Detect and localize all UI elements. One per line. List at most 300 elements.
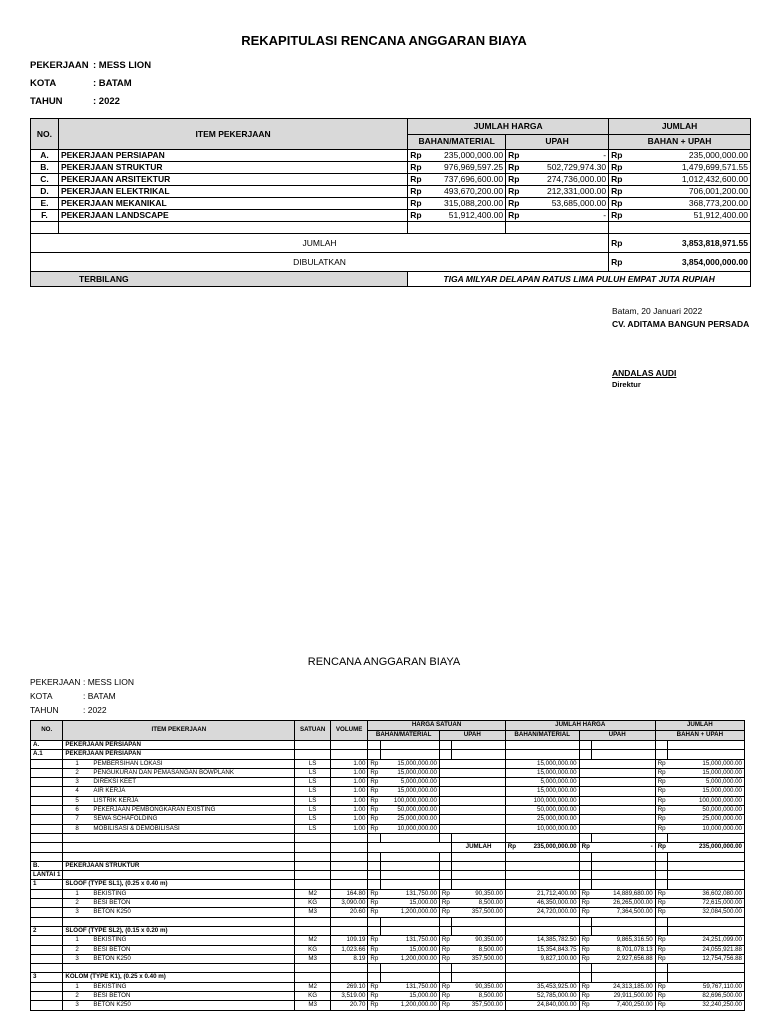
jumlah-label: JUMLAH: [31, 234, 609, 253]
empty-cell: [668, 880, 745, 889]
row-satuan: LS: [295, 796, 331, 805]
row-volume: 1.00: [330, 759, 367, 768]
row-item: PEKERJAAN LANDSCAPE: [58, 210, 407, 222]
row-total: 32,084,500.00: [668, 908, 745, 917]
row-harga-upah: 357,500.00: [452, 1001, 505, 1010]
empty-cell: [592, 750, 655, 759]
row-rp: [579, 796, 592, 805]
empty-cell: [368, 973, 380, 982]
empty-cell: [668, 926, 745, 935]
meta-value: : BATAM: [83, 691, 116, 701]
row-total: 50,000,000.00: [668, 806, 745, 815]
total-bahan: [505, 843, 579, 852]
row-total: 25,000,000.00: [668, 815, 745, 824]
empty-cell: [330, 917, 367, 926]
row-rp: Rp: [655, 815, 668, 824]
row-rp: Rp: [368, 908, 380, 917]
empty-cell: [330, 926, 367, 935]
empty-cell: [330, 973, 367, 982]
row-sub-no: 1: [75, 982, 79, 990]
row-no: [31, 768, 63, 777]
empty-cell: [579, 917, 592, 926]
row-total: 15,000,000.00: [668, 759, 745, 768]
empty-cell: [668, 833, 745, 842]
empty-cell: [295, 852, 331, 861]
row-rp: Rp: [506, 186, 524, 198]
row-item: [63, 815, 295, 824]
row-harga-upah: 90,350.00: [452, 936, 505, 945]
row-rp: Rp: [439, 982, 451, 991]
empty-cell: [452, 871, 505, 880]
empty-cell: [380, 852, 439, 861]
meta-label: KOTA: [30, 78, 57, 89]
empty-cell: [439, 741, 451, 750]
row-jumlah-upah: [592, 778, 655, 787]
row-satuan: M3: [295, 1001, 331, 1010]
row-bahan: 737,696,600.00: [426, 174, 506, 186]
row-rp: [579, 759, 592, 768]
row-total: 32,240,250.00: [668, 1001, 745, 1010]
row-no: [31, 908, 63, 917]
row-jumlah: 1,479,699,571.55: [627, 162, 751, 174]
table-row: [31, 150, 751, 162]
row-rp: Rp: [609, 198, 627, 210]
total-upah: -: [592, 843, 655, 852]
empty-cell: [668, 871, 745, 880]
row-rp: Rp: [655, 982, 668, 991]
row-harga-upah: [452, 787, 505, 796]
row-jumlah-bahan: 25,000,000.00: [505, 815, 579, 824]
total-row: [31, 843, 745, 852]
empty-cell: [655, 926, 668, 935]
total-rp: Rp: [507, 843, 517, 851]
row-no: [31, 806, 63, 815]
row-item-text: AIR KERJA: [93, 787, 126, 795]
sig-position: Direktur: [612, 380, 641, 389]
empty-cell: [592, 973, 655, 982]
row-rp: [439, 806, 451, 815]
row-item: [63, 992, 295, 1001]
row-item: [63, 824, 295, 833]
empty-cell: [380, 741, 439, 750]
row-rp: [439, 768, 451, 777]
empty-cell: [655, 917, 668, 926]
row-volume: 20.70: [330, 1001, 367, 1010]
row-rp: Rp: [439, 945, 451, 954]
row-jumlah-upah: [592, 796, 655, 805]
row-volume: 1.00: [330, 815, 367, 824]
row-volume: 3,090.00: [330, 899, 367, 908]
dibulatkan-rp: Rp: [609, 253, 627, 272]
empty-cell: [505, 917, 579, 926]
rekap-table: [30, 118, 751, 287]
empty-cell: [655, 741, 668, 750]
row-satuan: KG: [295, 992, 331, 1001]
empty-cell: [368, 871, 380, 880]
col-jumlah-harga: JUMLAH HARGA: [505, 721, 655, 731]
col-item: ITEM PEKERJAAN: [58, 119, 407, 150]
empty-cell: [439, 917, 451, 926]
row-rp: Rp: [439, 908, 451, 917]
row-harga-bahan: 1,200,000.00: [380, 908, 439, 917]
empty-cell: [380, 880, 439, 889]
row-harga-bahan: 15,000,000.00: [380, 768, 439, 777]
empty-cell: [579, 833, 592, 842]
row-rp: Rp: [609, 162, 627, 174]
row-total: 5,000,000.00: [668, 778, 745, 787]
rab-meta-tahun: [30, 705, 107, 715]
empty-cell: [380, 871, 439, 880]
spacer-cell: [408, 222, 506, 234]
row-jumlah-upah: 7,364,500.00: [592, 908, 655, 917]
empty-cell: [439, 973, 451, 982]
row-rp: [579, 824, 592, 833]
row-harga-upah: 357,500.00: [452, 908, 505, 917]
row-jumlah-bahan: 46,350,000.00: [505, 899, 579, 908]
row-satuan: KG: [295, 945, 331, 954]
row-harga-upah: 90,350.00: [452, 982, 505, 991]
row-harga-bahan: 131,750.00: [380, 936, 439, 945]
row-satuan: LS: [295, 759, 331, 768]
row-no: 2: [31, 926, 63, 935]
row-jumlah: 1,012,432,600.00: [627, 174, 751, 186]
section-row: [31, 741, 745, 750]
empty-cell: [380, 750, 439, 759]
row-harga-bahan: 5,000,000.00: [380, 778, 439, 787]
row-jumlah-bahan: 24,840,000.00: [505, 1001, 579, 1010]
row-item: [63, 908, 295, 917]
row-item-text: BESI BETON: [93, 899, 131, 907]
empty-cell: [368, 880, 380, 889]
row-rp: Rp: [368, 899, 380, 908]
row-harga-bahan: 1,200,000.00: [380, 1001, 439, 1010]
row-jumlah-upah: [592, 759, 655, 768]
row-rp: Rp: [655, 954, 668, 963]
row-harga-upah: [452, 824, 505, 833]
empty-cell: [295, 871, 331, 880]
col-bahan: BAHAN/MATERIAL: [505, 731, 579, 741]
empty-cell: [380, 917, 439, 926]
table-row: [31, 954, 745, 963]
empty-cell: [295, 833, 331, 842]
empty-cell: [592, 880, 655, 889]
row-jumlah: 235,000,000.00: [627, 150, 751, 162]
row-volume: 3,519.00: [330, 992, 367, 1001]
empty-cell: [31, 852, 63, 861]
row-sub-no: 3: [75, 954, 79, 962]
row-upah: 274,736,000.00: [524, 174, 609, 186]
empty-cell: [505, 926, 579, 935]
table-row: [31, 210, 751, 222]
dibulatkan-value: 3,854,000,000.00: [627, 253, 751, 272]
row-rp: Rp: [655, 899, 668, 908]
row-harga-upah: [452, 778, 505, 787]
row-item: [63, 778, 295, 787]
row-item: [63, 936, 295, 945]
row-bahan: 51,912,400.00: [426, 210, 506, 222]
row-rp: Rp: [439, 889, 451, 898]
row-item-text: BETON K250: [93, 1001, 131, 1009]
row-item: PEKERJAAN PERSIAPAN: [58, 150, 407, 162]
row-no: [31, 796, 63, 805]
empty-cell: [330, 843, 367, 852]
section-row: [31, 973, 745, 982]
row-bahan: 235,000,000.00: [426, 150, 506, 162]
row-rp: Rp: [655, 796, 668, 805]
row-total: 15,000,000.00: [668, 787, 745, 796]
row-volume: 8.19: [330, 954, 367, 963]
spacer-cell: [58, 222, 407, 234]
row-no: [31, 787, 63, 796]
row-rp: [439, 778, 451, 787]
row-satuan: LS: [295, 768, 331, 777]
row-rp: [579, 778, 592, 787]
row-rp: Rp: [368, 982, 380, 991]
row-rp: Rp: [408, 174, 426, 186]
row-total: 72,615,000.00: [668, 899, 745, 908]
row-rp: Rp: [655, 889, 668, 898]
row-volume: 1.00: [330, 778, 367, 787]
row-rp: Rp: [368, 992, 380, 1001]
row-rp: Rp: [655, 936, 668, 945]
empty-cell: [295, 843, 331, 852]
empty-cell: [505, 871, 579, 880]
row-item: PEKERJAAN PERSIAPAN: [63, 750, 295, 759]
row-item: PEKERJAAN ARSITEKTUR: [58, 174, 407, 186]
empty-cell: [452, 964, 505, 973]
empty-cell: [63, 917, 295, 926]
row-item: SLOOF (TYPE SL2), (0.15 x 0.20 m): [63, 926, 295, 935]
row-jumlah-bahan: 15,000,000.00: [505, 768, 579, 777]
row-satuan: LS: [295, 806, 331, 815]
row-jumlah: 368,773,200.00: [627, 198, 751, 210]
row-no: 1: [31, 880, 63, 889]
row-rp: Rp: [579, 889, 592, 898]
row-rp: Rp: [609, 210, 627, 222]
empty-cell: [668, 973, 745, 982]
row-harga-bahan: 10,000,000.00: [380, 824, 439, 833]
dibulatkan-label: DIBULATKAN: [31, 253, 609, 272]
row-jumlah-bahan: 52,785,000.00: [505, 992, 579, 1001]
empty-cell: [63, 964, 295, 973]
empty-cell: [452, 852, 505, 861]
row-volume: 1.00: [330, 806, 367, 815]
row-rp: Rp: [368, 889, 380, 898]
col-jumlah: JUMLAH: [609, 119, 751, 135]
table-row: [31, 787, 745, 796]
terbilang-label: TERBILANG: [31, 272, 408, 287]
row-sub-no: 2: [75, 945, 79, 953]
empty-cell: [439, 852, 451, 861]
row-satuan: LS: [295, 778, 331, 787]
empty-cell: [579, 852, 592, 861]
col-jumlah-harga: JUMLAH HARGA: [408, 119, 609, 135]
row-jumlah-bahan: 50,000,000.00: [505, 806, 579, 815]
row-item: PEKERJAAN PERSIAPAN: [63, 741, 295, 750]
col-upah: UPAH: [579, 731, 655, 741]
row-item: [63, 787, 295, 796]
empty-cell: [452, 750, 505, 759]
jumlah-value: 3,853,818,971.55: [627, 234, 751, 253]
rekap-body: [31, 150, 751, 222]
row-harga-upah: 357,500.00: [452, 954, 505, 963]
table-row: [31, 1001, 745, 1010]
row-jumlah-bahan: 14,385,782.50: [505, 936, 579, 945]
row-rp: [439, 759, 451, 768]
row-rp: [439, 824, 451, 833]
blank-row: [31, 852, 745, 861]
row-rp: Rp: [506, 210, 524, 222]
table-row: [31, 806, 745, 815]
empty-cell: [668, 852, 745, 861]
row-satuan: M2: [295, 889, 331, 898]
row-rp: [439, 787, 451, 796]
empty-cell: [592, 741, 655, 750]
row-rp: Rp: [439, 992, 451, 1001]
row-rp: Rp: [408, 210, 426, 222]
row-no: [31, 824, 63, 833]
section-row: [31, 926, 745, 935]
empty-cell: [295, 973, 331, 982]
table-row: [31, 945, 745, 954]
empty-cell: [505, 741, 579, 750]
empty-cell: [655, 871, 668, 880]
total-rp: Rp: [579, 843, 592, 852]
empty-cell: [592, 871, 655, 880]
row-item-text: MOBILISASI & DEMOBILISASI: [93, 824, 180, 832]
row-satuan: M2: [295, 936, 331, 945]
table-row: [31, 982, 745, 991]
row-rp: Rp: [655, 945, 668, 954]
row-volume: 1.00: [330, 768, 367, 777]
empty-cell: [505, 750, 579, 759]
table-row: [31, 796, 745, 805]
row-item: KOLOM (TYPE K1), (0.25 x 0.40 m): [63, 973, 295, 982]
row-item-text: BEKISTING: [93, 889, 127, 897]
row-total: 59,767,110.00: [668, 982, 745, 991]
row-rp: [579, 768, 592, 777]
empty-cell: [439, 926, 451, 935]
row-satuan: LS: [295, 815, 331, 824]
row-volume: 20.60: [330, 908, 367, 917]
table-row: [31, 899, 745, 908]
row-harga-bahan: 15,000,000.00: [380, 759, 439, 768]
row-no: [31, 759, 63, 768]
row-harga-bahan: 131,750.00: [380, 889, 439, 898]
row-item: [63, 768, 295, 777]
col-no: NO.: [31, 721, 63, 741]
row-jumlah-upah: [592, 787, 655, 796]
empty-cell: [668, 741, 745, 750]
row-item: PEKERJAAN STRUKTUR: [58, 162, 407, 174]
row-harga-upah: 90,350.00: [452, 889, 505, 898]
row-rp: Rp: [655, 806, 668, 815]
row-item: [63, 1001, 295, 1010]
row-harga-upah: [452, 796, 505, 805]
rekap-title: REKAPITULASI RENCANA ANGGARAN BIAYA: [241, 33, 527, 48]
empty-cell: [63, 833, 295, 842]
row-harga-upah: [452, 759, 505, 768]
row-sub-no: 3: [75, 778, 79, 786]
row-rp: Rp: [609, 174, 627, 186]
row-total: 10,000,000.00: [668, 824, 745, 833]
row-no: [31, 954, 63, 963]
row-rp: Rp: [368, 945, 380, 954]
row-rp: [579, 815, 592, 824]
empty-cell: [452, 861, 505, 870]
row-harga-upah: 8,500.00: [452, 945, 505, 954]
row-item: [63, 889, 295, 898]
empty-cell: [579, 741, 592, 750]
row-rp: Rp: [579, 908, 592, 917]
row-upah: 212,331,000.00: [524, 186, 609, 198]
empty-cell: [655, 964, 668, 973]
row-no: [31, 982, 63, 991]
row-item: [63, 954, 295, 963]
row-harga-upah: [452, 815, 505, 824]
row-upah: 502,729,974.30: [524, 162, 609, 174]
row-jumlah-bahan: 15,354,843.75: [505, 945, 579, 954]
row-item: [63, 982, 295, 991]
row-rp: Rp: [655, 778, 668, 787]
row-rp: Rp: [368, 787, 380, 796]
empty-cell: [295, 964, 331, 973]
empty-cell: [380, 964, 439, 973]
table-row: [31, 908, 745, 917]
row-volume: 1.00: [330, 824, 367, 833]
row-item: [63, 796, 295, 805]
empty-cell: [452, 917, 505, 926]
row-jumlah-bahan: 100,000,000.00: [505, 796, 579, 805]
empty-cell: [592, 926, 655, 935]
section-row: [31, 871, 745, 880]
row-item-text: DIREKSI KEET: [93, 778, 137, 786]
empty-cell: [380, 861, 439, 870]
empty-cell: [368, 852, 380, 861]
row-rp: Rp: [408, 162, 426, 174]
row-jumlah-upah: 14,889,680.00: [592, 889, 655, 898]
row-jumlah-upah: 2,927,656.88: [592, 954, 655, 963]
empty-cell: [330, 871, 367, 880]
row-no: [31, 945, 63, 954]
total-value: 235,000,000.00: [668, 843, 745, 852]
row-total: 36,602,080.00: [668, 889, 745, 898]
empty-cell: [655, 861, 668, 870]
row-rp: Rp: [655, 908, 668, 917]
row-rp: Rp: [439, 899, 451, 908]
row-item-text: PEMBERSIHAN LOKASI: [93, 759, 163, 767]
empty-cell: [368, 741, 380, 750]
empty-cell: [295, 741, 331, 750]
empty-cell: [368, 861, 380, 870]
col-bahan: BAHAN/MATERIAL: [368, 731, 439, 741]
row-rp: Rp: [609, 186, 627, 198]
row-harga-bahan: 131,750.00: [380, 982, 439, 991]
empty-cell: [439, 750, 451, 759]
empty-cell: [439, 964, 451, 973]
row-rp: Rp: [439, 936, 451, 945]
row-satuan: M2: [295, 982, 331, 991]
col-bahan-upah: BAHAN + UPAH: [655, 731, 744, 741]
row-item: [63, 945, 295, 954]
empty-cell: [380, 926, 439, 935]
table-row: [31, 759, 745, 768]
col-upah: UPAH: [506, 134, 609, 150]
meta-label: PEKERJAAN: [30, 60, 89, 71]
sig-place-date: Batam, 20 Januari 2022: [612, 306, 703, 316]
row-total: 15,000,000.00: [668, 768, 745, 777]
row-no: B.: [31, 861, 63, 870]
